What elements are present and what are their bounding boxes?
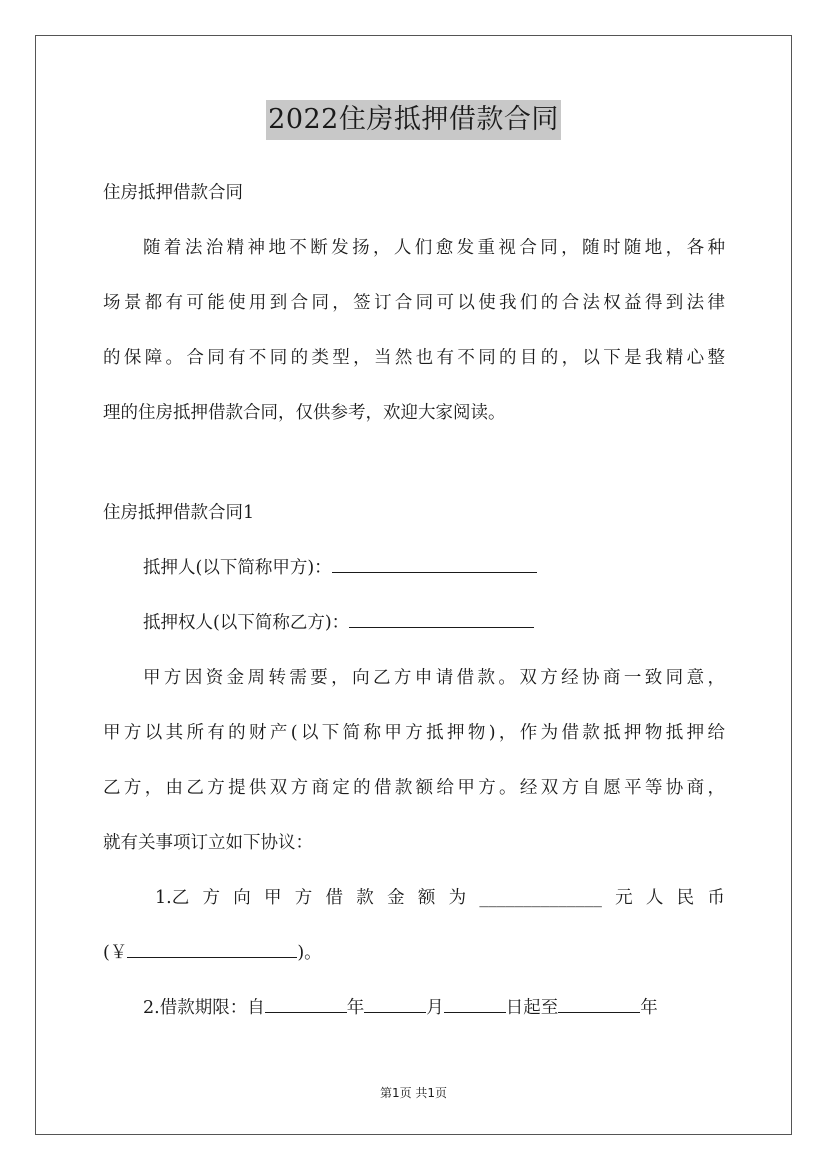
intro-line-1: 随着法治精神地不断发扬，人们愈发重视合同，随时随地，各种 (143, 238, 725, 258)
start-day-blank[interactable] (444, 995, 506, 1013)
document-subtitle: 住房抵押借款合同 (103, 183, 243, 203)
clause-2-line (103, 981, 725, 1036)
clause-2-day-label: 日起至 (505, 998, 559, 1018)
clause-1-char: 向 (233, 888, 251, 908)
clause-1-char: 借 (325, 888, 344, 908)
start-year-blank[interactable] (265, 995, 347, 1013)
body-line-4: 就有关事项订立如下协议： (103, 833, 313, 853)
clause-1-char: 人 (645, 888, 664, 908)
body-line-2: 甲方以其所有的财产(以下简称甲方抵押物)，作为借款抵押物抵押给 (103, 723, 725, 743)
body-line-3: 乙方，由乙方提供双方商定的借款额给甲方。经双方自愿平等协商， (103, 778, 725, 798)
end-year-blank[interactable] (558, 995, 640, 1013)
clause-1-char: 方 (294, 888, 313, 908)
clause-1-char: 元 (615, 888, 633, 908)
paragraph-gap (103, 441, 725, 486)
clause-1-line-1 (103, 871, 725, 926)
clause-2-year-label: 年 (346, 998, 365, 1018)
clause-1-char: 1.乙 (155, 888, 190, 908)
mortgagor-field (103, 541, 725, 596)
yuan-amount-blank[interactable] (127, 940, 297, 958)
mortgagee-field (103, 596, 725, 651)
clause-1-char: 币 (707, 888, 725, 908)
section-heading: 住房抵押借款合同1 (103, 503, 255, 523)
yuan-suffix: )。 (297, 943, 322, 963)
clause-1-char: 民 (676, 888, 695, 908)
intro-line-2: 场景都有可能使用到合同，签订合同可以使我们的合法权益得到法律 (103, 293, 725, 313)
clause-1-char: 为 (448, 888, 467, 908)
loan-amount-blank[interactable]: ______________ (479, 888, 602, 908)
mortgagor-blank[interactable] (332, 555, 537, 573)
title-container (0, 100, 827, 140)
intro-line-4: 理的住房抵押借款合同，仅供参考，欢迎大家阅读。 (103, 403, 506, 423)
intro-line-3: 的保障。合同有不同的类型，当然也有不同的目的，以下是我精心整 (103, 348, 725, 368)
clause-2-prefix: 2.借款期限：自 (143, 998, 265, 1018)
clause-1-char: 甲 (264, 888, 282, 908)
mortgagor-label: 抵押人(以下简称甲方)： (143, 558, 332, 578)
page-footer: 第1页 共1页 (379, 1086, 448, 1100)
mortgagee-blank[interactable] (349, 610, 534, 628)
document-title[interactable]: 2022住房抵押借款合同 (266, 100, 561, 140)
clause-1-char: 额 (417, 888, 436, 908)
document-body (103, 166, 725, 1036)
clause-2-end-year-label: 年 (640, 998, 658, 1018)
clause-1-char: 方 (202, 888, 220, 908)
clause-1-char: 金 (387, 888, 405, 908)
yuan-prefix: (￥ (103, 943, 128, 963)
start-month-blank[interactable] (364, 995, 426, 1013)
clause-1-line-2 (103, 926, 725, 981)
clause-2-month-label: 月 (426, 998, 444, 1018)
mortgagee-label: 抵押权人(以下简称乙方)： (143, 613, 350, 633)
body-line-1: 甲方因资金周转需要，向乙方申请借款。双方经协商一致同意， (143, 668, 725, 688)
clause-1-char: 款 (356, 888, 374, 908)
